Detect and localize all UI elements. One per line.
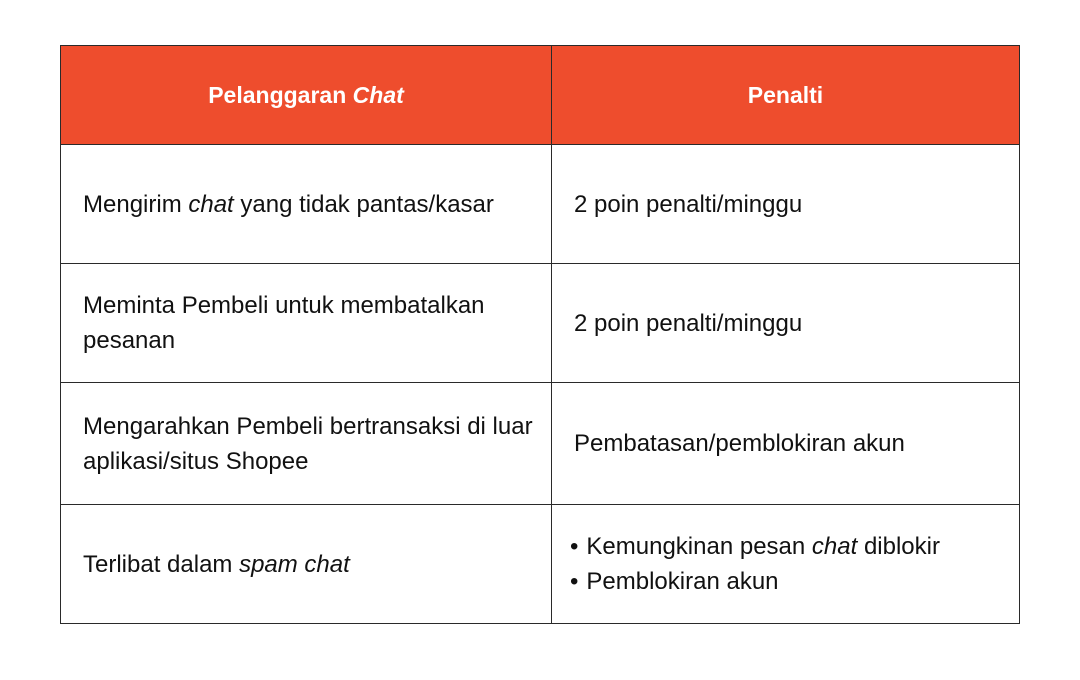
chat-violation-penalty-table <box>60 45 1020 624</box>
bullet-item: • Pemblokiran akun <box>570 564 1019 599</box>
table-row <box>61 383 1020 505</box>
header-violation: Pelanggaran Chat <box>61 46 552 145</box>
penalty-cell: Pembatasan/pemblokiran akun <box>552 383 1020 505</box>
table-header-row <box>61 46 1020 145</box>
violation-cell: Terlibat dalam spam chat <box>61 505 552 624</box>
bullet-item: • Kemungkinan pesan chat diblokir <box>570 529 1019 564</box>
header-penalty: Penalti <box>552 46 1020 145</box>
penalty-cell: 2 poin penalti/minggu <box>552 264 1020 383</box>
penalty-cell <box>552 505 1020 624</box>
table-row <box>61 264 1020 383</box>
violation-cell: Meminta Pembeli untuk membatalkan pesanan <box>61 264 552 383</box>
penalty-cell: 2 poin penalti/minggu <box>552 145 1020 264</box>
table-row <box>61 505 1020 624</box>
violation-cell: Mengarahkan Pembeli bertransaksi di luar aplikasi/situs Shopee <box>61 383 552 505</box>
table-row <box>61 145 1020 264</box>
violation-cell: Mengirim chat yang tidak pantas/kasar <box>61 145 552 264</box>
penalty-bullet-list <box>570 529 1019 599</box>
